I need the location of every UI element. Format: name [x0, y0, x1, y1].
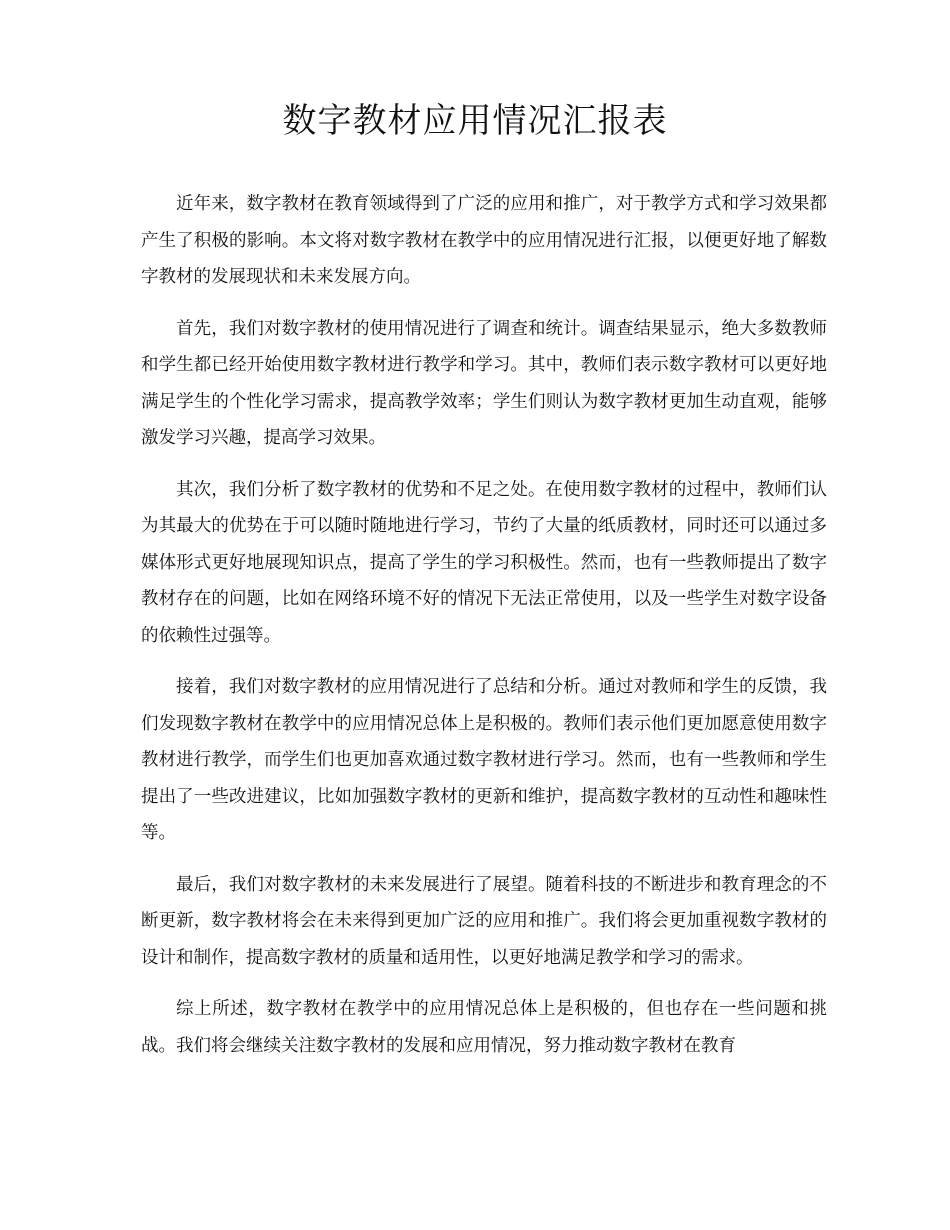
document-title: 数字教材应用情况汇报表	[282, 101, 668, 141]
paragraph-outlook: 最后，我们对数字教材的未来发展进行了展望。随着科技的不断进步和教育理念的不断更新，数字教材将会在未来得到更加广泛的应用和推广。我们将会更加重视数字教材的设计和制作，提高数字教材的质量和适用性，以更好地满足教学和学习的需求。	[141, 874, 827, 968]
document-body	[141, 186, 827, 1079]
paragraph-summary: 接着，我们对数字教材的应用情况进行了总结和分析。通过对教师和学生的反馈，我们发现数字教材在教学中的应用情况总体上是积极的。教师们表示他们更加愿意使用数字教材进行教学，而学生们也更加喜欢通过数字教材进行学习。然而，也有一些教师和学生提出了一些改进建议，比如加强数字教材的更新和维护，提高数字教材的互动性和趣味性等。	[141, 677, 827, 843]
paragraph-survey: 首先，我们对数字教材的使用情况进行了调查和统计。调查结果显示，绝大多数教师和学生都已经开始使用数字教材进行教学和学习。其中，教师们表示数字教材可以更好地满足学生的个性化学习需求，提高教学效率；学生们则认为数字教材更加生动直观，能够激发学习兴趣，提高学习效果。	[141, 318, 827, 448]
paragraph-intro: 近年来，数字教材在教育领域得到了广泛的应用和推广，对于教学方式和学习效果都产生了积极的影响。本文将对数字教材在教学中的应用情况进行汇报，以便更好地了解数字教材的发展现状和未来发展方向。	[141, 194, 827, 287]
paragraph-conclusion: 综上所述，数字教材在教学中的应用情况总体上是积极的，但也存在一些问题和挑战。我们将会继续关注数字教材的发展和应用情况，努力推动数字教材在教育	[141, 999, 827, 1056]
paragraph-pros-cons: 其次，我们分析了数字教材的优势和不足之处。在使用数字教材的过程中，教师们认为其最大的优势在于可以随时随地进行学习，节约了大量的纸质教材，同时还可以通过多媒体形式更好地展现知识点，提高了学生的学习积极性。然而，也有一些教师提出了数字教材存在的问题，比如在网络环境不好的情况下无法正常使用，以及一些学生对数字设备的依赖性过强等。	[141, 479, 827, 646]
